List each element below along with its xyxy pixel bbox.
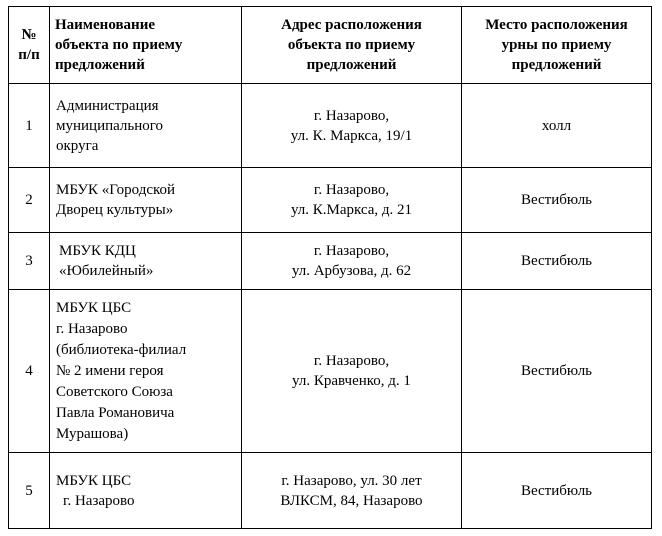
proposals-table xyxy=(8,6,652,529)
header-place-line: урны по приему xyxy=(501,37,612,53)
object-name-line: г. Назарово xyxy=(63,492,135,509)
urn-location: холл xyxy=(462,84,652,168)
header-name-line: предложений xyxy=(55,57,145,73)
object-name-line: Советского Союза xyxy=(56,383,173,400)
object-name-line: Павла Романовича xyxy=(56,404,175,421)
object-name-line: г. Назарово xyxy=(56,320,128,337)
object-address-line: ул. Арбузова, д. 62 xyxy=(291,263,412,279)
row-number: 4 xyxy=(9,290,50,453)
table-row xyxy=(9,168,652,233)
urn-location: Вестибюль xyxy=(462,453,652,529)
urn-location: Вестибюль xyxy=(462,168,652,233)
object-address xyxy=(242,290,462,453)
row-number: 3 xyxy=(9,233,50,290)
row-number: 2 xyxy=(9,168,50,233)
header-name-line: Наименование xyxy=(55,17,155,33)
header-number xyxy=(9,7,50,84)
object-name-line: муниципального xyxy=(56,117,164,134)
header-number-line: п/п xyxy=(18,47,40,63)
table-row xyxy=(9,453,652,529)
object-address-line: ул. Кравченко, д. 1 xyxy=(292,373,411,389)
object-name xyxy=(50,453,242,529)
object-address xyxy=(242,168,462,233)
header-place-line: Место расположения xyxy=(485,17,628,33)
object-name-line: МБУК ЦБС xyxy=(56,299,132,316)
object-address-line: г. Назарово, ул. 30 лет xyxy=(281,472,422,489)
object-name-line: округа xyxy=(56,137,99,154)
object-address-line: ул. К. Маркса, 19/1 xyxy=(290,127,413,144)
row-number: 1 xyxy=(9,84,50,168)
object-name-line: № 2 имени героя xyxy=(56,362,164,379)
object-name-line: МБУК КДЦ xyxy=(59,243,136,259)
object-address xyxy=(242,233,462,290)
header-object-address xyxy=(242,7,462,84)
table-row xyxy=(9,84,652,168)
object-name-line: МБУК ЦБС xyxy=(56,472,132,489)
object-address-line: г. Назарово, xyxy=(313,243,390,259)
object-name xyxy=(50,84,242,168)
object-name xyxy=(50,233,242,290)
header-number-line: № xyxy=(21,27,37,43)
header-place-line: предложений xyxy=(511,57,602,73)
object-name xyxy=(50,290,242,453)
object-name-line: (библиотека-филиал xyxy=(56,341,187,358)
object-name-line: Администрация xyxy=(56,97,159,114)
object-address xyxy=(242,453,462,529)
table-row xyxy=(9,233,652,290)
header-name-line: объекта по приему xyxy=(55,37,183,53)
object-name-line: Мурашова) xyxy=(56,425,129,442)
object-address-line: ВЛКСМ, 84, Назарово xyxy=(280,492,423,509)
table-header-row xyxy=(9,7,652,84)
object-name-line: МБУК «Городской xyxy=(56,182,176,198)
urn-location: Вестибюль xyxy=(462,233,652,290)
urn-location: Вестибюль xyxy=(462,290,652,453)
header-urn-location xyxy=(462,7,652,84)
header-address-line: предложений xyxy=(306,57,397,73)
header-address-line: Адрес расположения xyxy=(281,17,422,33)
object-address-line: ул. К.Маркса, д. 21 xyxy=(290,202,413,218)
object-address-line: г. Назарово, xyxy=(313,107,390,124)
row-number: 5 xyxy=(9,453,50,529)
object-name-line: «Юбилейный» xyxy=(59,263,154,279)
header-object-name xyxy=(50,7,242,84)
table-row xyxy=(9,290,652,453)
header-address-line: объекта по приему xyxy=(287,37,416,53)
object-address-line: г. Назарово, xyxy=(313,353,390,369)
object-address-line: г. Назарово, xyxy=(313,182,390,198)
object-name-line: Дворец культуры» xyxy=(56,202,174,218)
object-address xyxy=(242,84,462,168)
object-name xyxy=(50,168,242,233)
